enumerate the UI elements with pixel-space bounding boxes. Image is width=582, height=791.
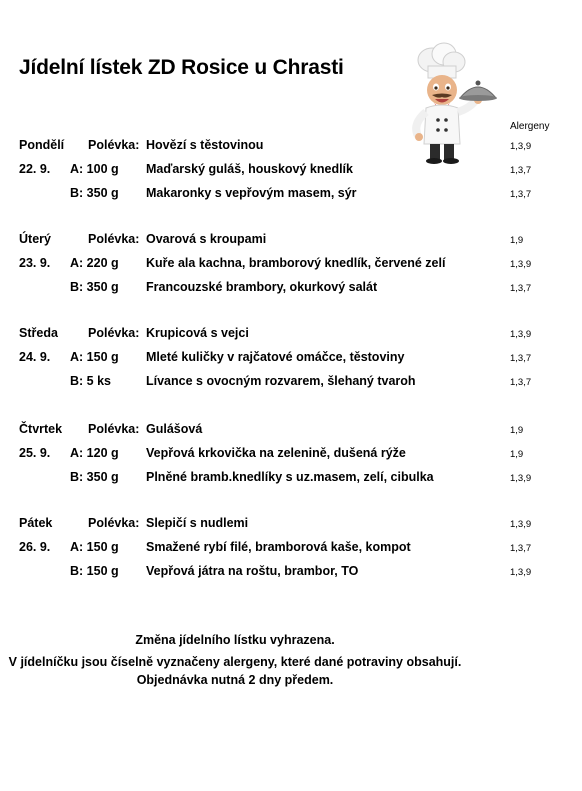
soup-label: Polévka: [88,516,140,530]
menu-row [0,186,582,204]
menu-row [0,326,582,344]
menu-row [0,256,582,274]
option-a-label: A: 100 g [70,162,119,176]
menu-row [0,422,582,440]
option-b-allergens: 1,3,7 [510,283,532,294]
option-a-dish: Smažené rybí filé, bramborová kaše, kompot [146,540,411,554]
menu-row [0,374,582,392]
option-b-dish: Makaronky s vepřovým masem, sýr [146,186,357,200]
day-name: Středa [19,326,58,340]
soup-label: Polévka: [88,326,140,340]
day-date: 23. 9. [19,256,51,270]
menu-row [0,446,582,464]
menu-row [0,162,582,180]
option-a-dish: Vepřová krkovička na zelenině, dušená rýže [146,446,406,460]
soup-name: Gulášová [146,422,203,436]
option-b-label: B: 5 ks [70,374,111,388]
page-title: Jídelní lístek ZD Rosice u Chrasti [19,56,344,79]
soup-allergens: 1,9 [510,235,524,246]
menu-row [0,350,582,368]
day-date: 25. 9. [19,446,51,460]
option-a-allergens: 1,3,9 [510,259,532,270]
option-b-label: B: 350 g [70,186,119,200]
menu-row [0,540,582,558]
option-b-label: B: 350 g [70,470,119,484]
menu-row [0,232,582,250]
menu-row [0,280,582,298]
soup-label: Polévka: [88,422,140,436]
soup-name: Hovězí s těstovinou [146,138,264,152]
option-a-label: A: 120 g [70,446,119,460]
option-b-allergens: 1,3,9 [510,567,532,578]
footer-note-allergens: V jídelníčku jsou číselně vyznačeny alergeny, které dané potraviny obsahují. [8,655,462,669]
option-b-dish: Vepřová játra na roštu, brambor, TO [146,564,359,578]
day-name: Úterý [19,232,51,246]
menu-row [0,138,582,156]
option-a-allergens: 1,9 [510,449,524,460]
option-a-allergens: 1,3,7 [510,165,532,176]
option-b-label: B: 150 g [70,564,119,578]
soup-label: Polévka: [88,232,140,246]
option-a-dish: Maďarský guláš, houskový knedlík [146,162,353,176]
menu-row [0,470,582,488]
soup-name: Slepičí s nudlemi [146,516,249,530]
option-a-allergens: 1,3,7 [510,543,532,554]
menu-row [0,564,582,582]
menu-row [0,516,582,534]
option-a-dish: Kuře ala kachna, bramborový knedlík, červené zelí [146,256,446,270]
option-a-dish: Mleté kuličky v rajčatové omáčce, těstoviny [146,350,405,364]
day-date: 24. 9. [19,350,51,364]
option-a-label: A: 150 g [70,350,119,364]
day-name: Pondělí [19,138,65,152]
option-b-dish: Lívance s ovocným rozvarem, šlehaný tvaroh [146,374,416,388]
soup-label: Polévka: [88,138,140,152]
soup-allergens: 1,3,9 [510,141,532,152]
soup-allergens: 1,9 [510,425,524,436]
soup-name: Ovarová s kroupami [146,232,267,246]
day-name: Pátek [19,516,53,530]
option-b-allergens: 1,3,7 [510,377,532,388]
option-b-dish: Francouzské brambory, okurkový salát [146,280,378,294]
soup-allergens: 1,3,9 [510,519,532,530]
option-b-allergens: 1,3,9 [510,473,532,484]
day-date: 26. 9. [19,540,51,554]
soup-name: Krupicová s vejci [146,326,249,340]
footer-note-change: Změna jídelního lístku vyhrazena. [135,633,335,647]
option-a-label: A: 150 g [70,540,119,554]
option-b-allergens: 1,3,7 [510,189,532,200]
option-b-label: B: 350 g [70,280,119,294]
option-b-dish: Plněné bramb.knedlíky s uz.masem, zelí, cibulka [146,470,434,484]
day-name: Čtvrtek [19,422,63,436]
option-a-label: A: 220 g [70,256,119,270]
option-a-allergens: 1,3,7 [510,353,532,364]
day-date: 22. 9. [19,162,51,176]
footer-note-order: Objednávka nutná 2 dny předem. [136,673,334,687]
allergens-column-header: Alergeny [510,121,550,132]
soup-allergens: 1,3,9 [510,329,532,340]
